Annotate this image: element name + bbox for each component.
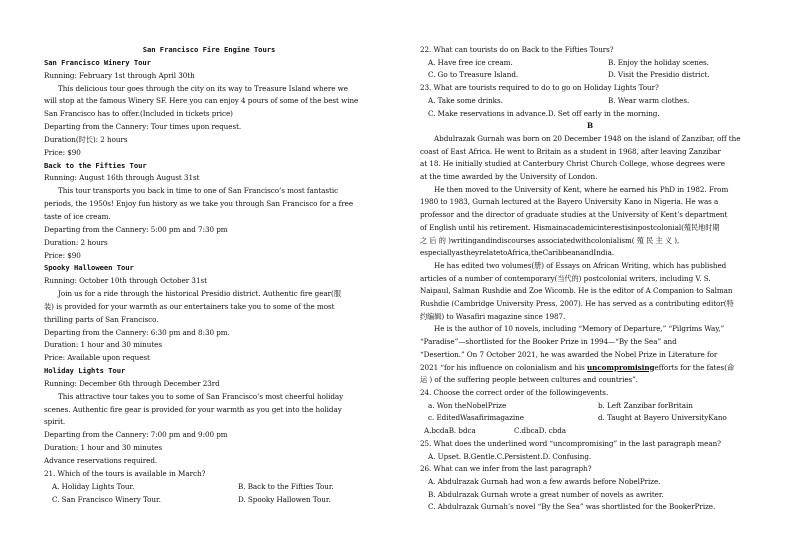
option-c: C. Go to Treasure Island.: [428, 70, 519, 80]
tour-desc: scenes. Authentic fire gear is provided for your warmth as you get into the holiday: [44, 404, 342, 414]
passage-line: Naipaul, Salman Rushdie and Zoe Wicomb. He is the editor of A Companion to Salman: [420, 286, 733, 296]
options-row: [420, 69, 760, 82]
option-b: B. Enjoy the holiday scenes.: [608, 57, 709, 67]
passage-line: 之 后 的 )writingandindiscourses associatedwithcolonialism( 殖 民 主 义 ),: [420, 235, 680, 245]
options-row: [420, 95, 760, 108]
tour-desc: This delicious tour goes through the city on its way to Treasure Island where we: [58, 83, 348, 93]
passage-line: 约编辑) to Wasafiri magazine since 1987.: [420, 311, 566, 321]
tour-desc: spirit.: [44, 417, 66, 427]
tour-price: Price: Available upon request: [44, 353, 150, 363]
passage-fragment: efforts for the fates(命: [654, 362, 735, 372]
tour-desc: Join us for a ride through the historical Presidio district. Authentic fire gear(服: [58, 289, 341, 299]
tour-departing: Departing from the Cannery: 6:30 pm and 8:30 pm.: [44, 327, 230, 337]
tour-price: Advance reservations required.: [44, 456, 158, 465]
option-b: B. Abdulrazak Gurnah wrote a great number of novels as awriter.: [428, 489, 664, 499]
question-26: 26. What can we infer from the last paragraph?: [420, 464, 592, 474]
passage-line: articles of a number of contemporary(当代的) postcolonial writers, including V. S.: [420, 273, 711, 283]
passage-line: especiallyastheyrelatetoAfrica,theCaribbeanandIndia.: [420, 248, 615, 258]
options-row: [420, 425, 760, 438]
tour-running: Running: August 16th through August 31st: [44, 173, 200, 183]
passage-line: “Desertion.” On 7 October 2021, he was awarded the Nobel Prize in Literature for: [420, 349, 718, 359]
passage-line: [420, 362, 760, 375]
tour-duration: Duration(时长): 2 hours: [44, 134, 128, 144]
passage-line: coast of East Africa. He went to Britain as a student in 1968, after leaving Zanzibar: [420, 146, 721, 156]
options-cd: C.dbcaD. cbda: [514, 426, 566, 436]
option-d: D. Spooky Hallowen Tour.: [238, 494, 331, 504]
options-row: A. Upset. B.Gentle.C.Persistent.D. Confusing.: [428, 451, 592, 461]
tour-desc: This tour transports you back in time to one of San Francisco’s most fantastic: [58, 186, 339, 196]
option-a: A. Take some drinks.: [428, 95, 503, 105]
tour-desc: thrilling parts of San Francisco.: [44, 314, 159, 324]
event-b: b. Left Zanzibar forBritain: [598, 400, 693, 410]
tour-departing: Departing from the Cannery: 7:00 pm and 9:00 pm: [44, 430, 228, 440]
tour-name: Spooky Halloween Tour: [44, 263, 134, 273]
question-22: 22. What can tourists do on Back to the Fifties Tours?: [420, 45, 614, 54]
passage-line: professor and the director of graduate studies at the University of Kent’s department: [420, 210, 728, 220]
tour-desc: 装) is provided for your warmth as our entertainers take you to some of the most: [44, 301, 335, 311]
event-a: a. Won theNobelPrize: [428, 400, 507, 410]
tour-duration: Duration: 1 hour and 30 minutes: [44, 443, 163, 453]
option-b: B. Back to the Fifties Tour.: [238, 481, 334, 491]
passage-line: 1980 to 1983, Gurnah lectured at the Bayero University Kano in Nigeria. He was a: [420, 197, 719, 207]
passage-line: He then moved to the University of Kent, where he earned his PhD in 1982. From: [434, 184, 729, 194]
tour-name: Back to the Fifties Tour: [44, 160, 147, 170]
tour-departing: Departing from the Cannery: Tour times upon request.: [44, 122, 242, 132]
passage-line: He has edited two volumes(册) of Essays on African Writing, which has published: [434, 260, 727, 270]
tour-desc: San Francisco has to offer.(Included in tickets price): [44, 109, 233, 119]
options-ab: A.bcdaB. bdca: [424, 426, 476, 436]
tour-duration: Duration: 1 hour and 30 minutes: [44, 340, 163, 350]
tour-name: San Francisco Winery Tour: [44, 57, 151, 67]
question-21: 21. Which of the tours is available in March?: [44, 468, 206, 478]
passage-line: of English until his retirement. Hismainacademicinterestisinpostcolonial(殖民地时期: [420, 222, 720, 232]
passage-fragment: 2021 “for his influence on colonialism and his: [420, 362, 587, 372]
page-title: San Francisco Fire Engine Tours: [142, 45, 276, 54]
tour-price: Price: $90: [44, 250, 81, 260]
question-23: 23. What are tourists required to do to go on Holiday Lights Tour?: [420, 83, 659, 93]
tour-running: Running: December 6th through December 23rd: [44, 378, 220, 388]
event-d: d. Taught at Bayero UniversityKano: [598, 413, 727, 423]
question-24: 24. Choose the correct order of the followingevents.: [420, 387, 609, 397]
events-row: [420, 412, 760, 425]
tour-price: Price: $90: [44, 147, 81, 157]
tour-desc: will stop at the famous Winery SF. Here you can enjoy 4 pours of some of the best wine: [44, 96, 359, 106]
tour-departing: Departing from the Cannery: 5:00 pm and 7:30 pm: [44, 224, 228, 234]
option-a: A. Abdulrazak Gurnah had won a few awards before NobelPrize.: [428, 476, 661, 486]
passage-line: 运 ) of the suffering people between cultures and countries”.: [420, 375, 639, 385]
section-heading: B: [586, 121, 594, 131]
passage-line: at the time awarded by the University of London.: [420, 172, 598, 182]
option-d: D. Visit the Presidio district.: [608, 70, 710, 80]
right-column: [420, 44, 760, 514]
passage-line: at 18. He initially studied at Canterbury Christ Church College, whose degrees were: [420, 159, 725, 169]
tour-running: Running: February 1st through April 30th: [44, 70, 195, 80]
question-25: 25. What does the underlined word “uncompromising” in the last paragraph mean?: [420, 438, 721, 448]
event-c: c. EditedWasafirimagazine: [428, 413, 524, 423]
underlined-word: uncompromising: [587, 362, 655, 372]
tour-desc: This attractive tour takes you to some of San Francisco’s most cheerful holiday: [58, 391, 344, 401]
option-a: A. Holiday Lights Tour.: [52, 481, 135, 491]
option-a: A. Have free ice cream.: [428, 57, 513, 67]
passage-line: He is the author of 10 novels, including “Memory of Departure,” “Pilgrims Way,”: [434, 324, 725, 334]
options-row: [44, 481, 374, 494]
passage-line: Rushdie (Cambridge University Press, 2007). He has served as a contributing editor(特: [420, 299, 734, 309]
passage-line: Abdulrazak Gurnah was born on 20 December 1948 on the island of Zanzibar, off the: [434, 133, 741, 143]
options-row: [44, 494, 374, 507]
option-c: C. Abdulrazak Gurnah’s novel “By the Sea” was shortlisted for the BookerPrize.: [428, 502, 716, 512]
tour-duration: Duration: 2 hours: [44, 237, 108, 247]
tour-name: Holiday Lights Tour: [44, 366, 126, 376]
tour-desc: taste of ice cream.: [44, 211, 111, 221]
left-column: [44, 44, 374, 506]
option-c: C. San Francisco Winery Tour.: [52, 494, 161, 504]
passage-line: “Paradise”—shortlisted for the Booker Prize in 1994—“By the Sea” and: [420, 337, 677, 347]
events-row: [420, 400, 760, 413]
option-b: B. Wear warm clothes.: [608, 95, 690, 105]
tour-desc: periods, the 1950s! Enjoy fun history as we take you through San Francisco for a free: [44, 199, 354, 209]
tour-running: Running: October 10th through October 31st: [44, 276, 207, 286]
option-c: C. Make reservations in advance.D. Set off early in the morning.: [428, 108, 660, 118]
options-row: [420, 57, 760, 70]
